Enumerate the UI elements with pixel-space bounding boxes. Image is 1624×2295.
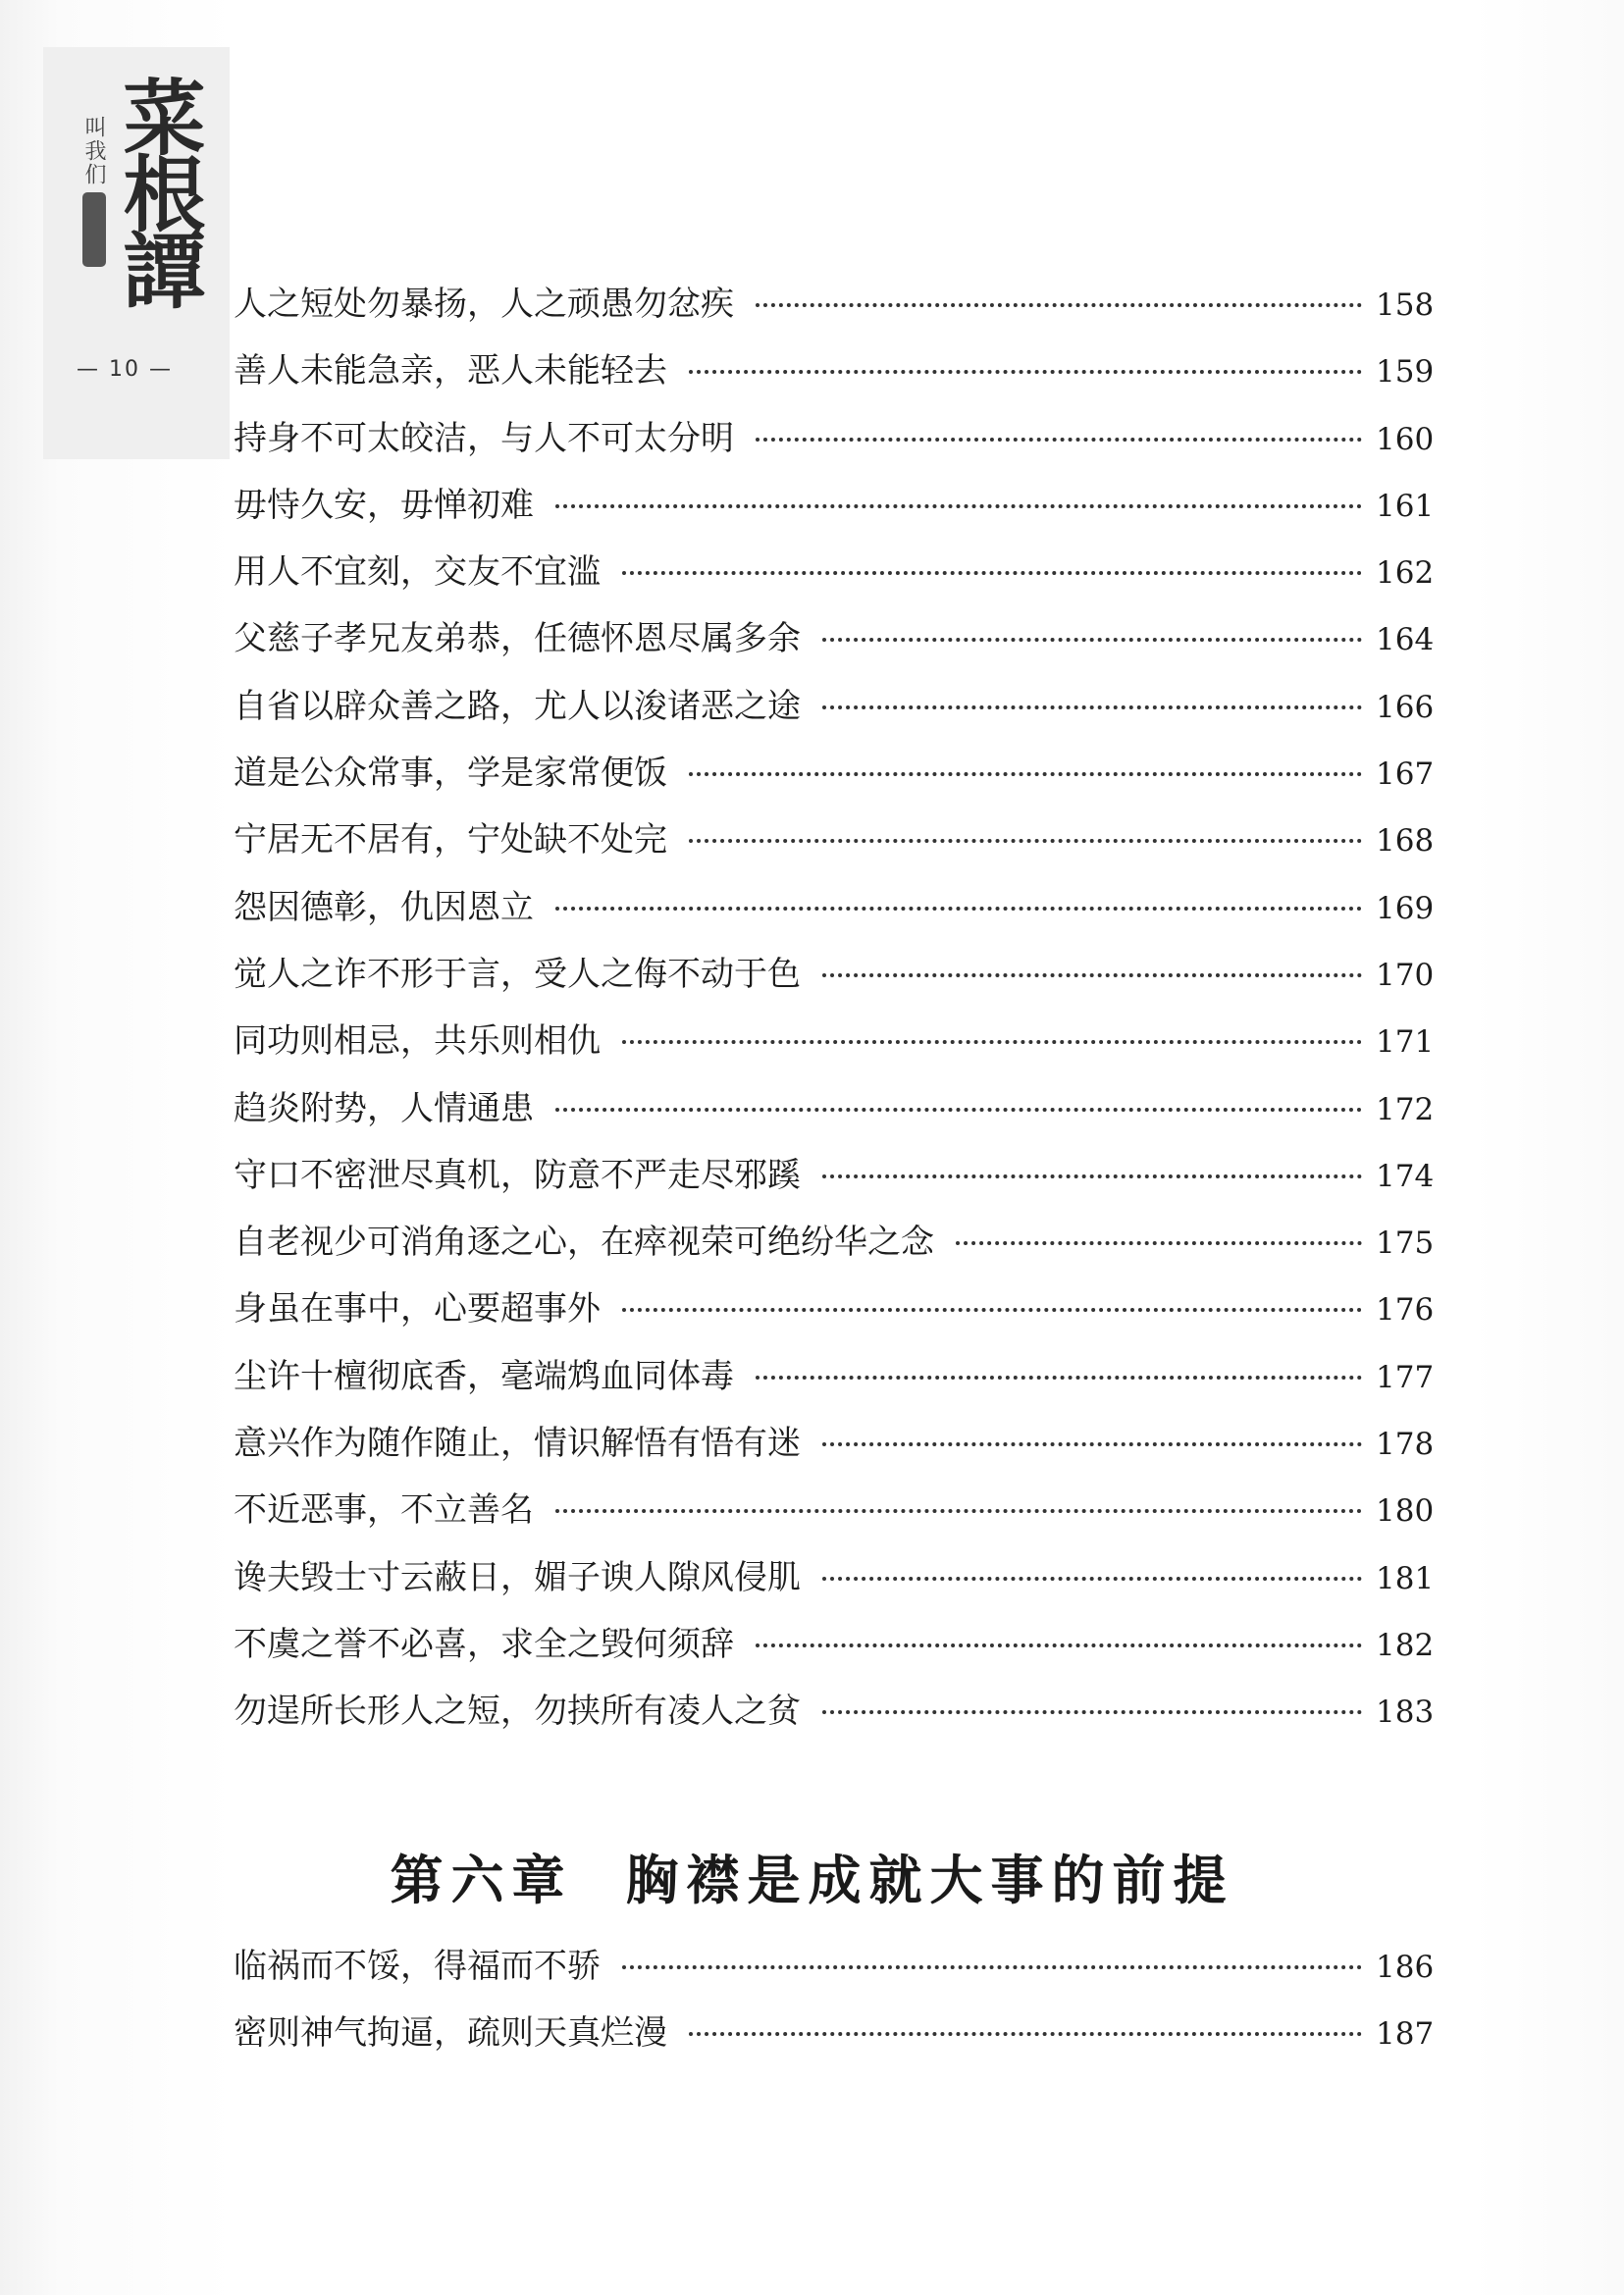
toc-entry-page: 160 [1376, 421, 1435, 457]
toc-entry [234, 746, 1433, 812]
dot-leader [622, 571, 1362, 575]
toc-entry-page: 176 [1376, 1292, 1435, 1329]
dot-leader [689, 370, 1362, 374]
dot-leader [555, 1509, 1362, 1513]
page-number: — 10 — [77, 357, 173, 382]
toc-entry-title: 毋恃久安，毋惮初难 [234, 485, 534, 525]
toc-entry-title: 自省以辟众善之路，尤人以浚诸恶之途 [234, 686, 801, 726]
seal-stamp [82, 192, 106, 267]
toc-entry [234, 478, 1433, 545]
toc-entry-title: 觉人之诈不形于言，受人之侮不动于色 [234, 954, 801, 994]
toc-entry-page: 177 [1376, 1359, 1435, 1395]
dot-leader [555, 907, 1362, 911]
chapter-number: 第六章 [390, 1849, 573, 1911]
toc-entry-page: 183 [1376, 1695, 1435, 1731]
dot-leader [756, 1643, 1362, 1647]
toc-list-section-1 [234, 277, 1433, 1751]
dot-leader [756, 303, 1362, 307]
chapter-heading [0, 1839, 1624, 1914]
toc-entry-title: 守口不密泄尽真机，防意不严走尽邪蹊 [234, 1155, 801, 1195]
toc-entry [234, 679, 1433, 746]
toc-entry-page: 175 [1376, 1226, 1435, 1262]
toc-entry-title: 善人未能急亲，恶人未能轻去 [234, 351, 667, 391]
dot-leader [756, 438, 1362, 442]
toc-entry [234, 411, 1433, 478]
toc-entry-page: 168 [1376, 823, 1435, 860]
dot-leader [689, 2032, 1362, 2036]
toc-entry-page: 170 [1376, 957, 1435, 993]
dot-leader [822, 1710, 1362, 1714]
toc-entry [234, 1081, 1433, 1148]
toc-entry-page: 169 [1376, 890, 1435, 926]
toc-entry-title: 勿逞所长形人之短，勿挟所有凌人之贫 [234, 1692, 801, 1732]
dot-leader [555, 1108, 1362, 1112]
toc-entry [234, 1215, 1433, 1281]
toc-entry [234, 1939, 1433, 2006]
dot-leader [822, 973, 1362, 977]
toc-entry [234, 1349, 1433, 1416]
toc-entry-title: 持身不可太皎洁，与人不可太分明 [234, 418, 734, 458]
toc-entry-title: 不近恶事，不立善名 [234, 1490, 534, 1531]
dot-leader [822, 638, 1362, 642]
toc-entry-page: 180 [1376, 1493, 1435, 1530]
book-title-logo: 菜根譚 [110, 75, 207, 304]
toc-entry-page: 161 [1376, 488, 1435, 524]
dot-leader [822, 1442, 1362, 1446]
toc-entry-page: 186 [1376, 1950, 1435, 1985]
toc-entry-title: 同功则相忌，共乐则相仇 [234, 1021, 601, 1062]
toc-entry [234, 1148, 1433, 1215]
toc-entry [234, 812, 1433, 879]
dot-leader [822, 1577, 1362, 1581]
dot-leader [622, 1040, 1362, 1044]
toc-entry-page: 162 [1376, 555, 1435, 592]
toc-entry-title: 尘许十檀彻底香，毫端鸩血同体毒 [234, 1356, 734, 1396]
toc-entry [234, 1550, 1433, 1617]
toc-entry-title: 不虞之誉不必喜，求全之毁何须辞 [234, 1624, 734, 1664]
dot-leader [822, 705, 1362, 709]
dot-leader [689, 839, 1362, 843]
dot-leader [622, 1965, 1362, 1969]
toc-entry-page: 171 [1376, 1024, 1435, 1061]
toc-list-section-2 [234, 1939, 1433, 2073]
toc-entry [234, 611, 1433, 678]
toc-entry [234, 2006, 1433, 2072]
toc-entry-title: 自老视少可消角逐之心，在瘁视荣可绝纷华之念 [234, 1223, 934, 1263]
toc-entry-title: 临祸而不馁，得福而不骄 [234, 1947, 601, 1986]
toc-entry [234, 947, 1433, 1014]
dot-leader [822, 1174, 1362, 1178]
toc-entry [234, 880, 1433, 947]
toc-entry-title: 用人不宜刻，交友不宜滥 [234, 552, 601, 593]
toc-entry-page: 178 [1376, 1427, 1435, 1463]
dot-leader [956, 1241, 1362, 1245]
toc-entry-title: 谗夫毁士寸云蔽日，媚子谀人隙风侵肌 [234, 1557, 801, 1597]
toc-entry-page: 187 [1376, 2016, 1435, 2053]
toc-entry [234, 343, 1433, 410]
toc-entry [234, 1281, 1433, 1348]
toc-entry-page: 182 [1376, 1627, 1435, 1663]
toc-entry-page: 158 [1376, 287, 1435, 323]
dot-leader [622, 1308, 1362, 1312]
dot-leader [756, 1376, 1362, 1380]
toc-entry-title: 人之短处勿暴扬，人之顽愚勿忿疾 [234, 285, 734, 324]
toc-entry-page: 167 [1376, 756, 1435, 793]
toc-entry-page: 172 [1376, 1091, 1435, 1127]
dot-leader [689, 772, 1362, 776]
toc-entry [234, 277, 1433, 343]
toc-entry-page: 174 [1376, 1158, 1435, 1194]
toc-entry-page: 166 [1376, 689, 1435, 725]
series-label: 叫我们 [81, 116, 106, 186]
toc-entry-title: 趋炎附势，人情通患 [234, 1088, 534, 1128]
toc-entry [234, 1684, 1433, 1750]
toc-entry [234, 1014, 1433, 1080]
toc-entry-title: 道是公众常事，学是家常便饭 [234, 754, 667, 794]
toc-entry-title: 意兴作为随作随止，情识解悟有悟有迷 [234, 1424, 801, 1464]
toc-entry [234, 1617, 1433, 1684]
toc-entry-title: 怨因德彰，仇因恩立 [234, 887, 534, 927]
toc-entry-title: 密则神气拘逼，疏则天真烂漫 [234, 2013, 667, 2054]
toc-entry-page: 159 [1376, 354, 1435, 391]
toc-entry [234, 545, 1433, 611]
dot-leader [555, 504, 1362, 508]
toc-entry [234, 1483, 1433, 1549]
toc-entry [234, 1416, 1433, 1483]
chapter-title: 胸襟是成就大事的前提 [625, 1849, 1234, 1911]
toc-entry-title: 父慈子孝兄友弟恭，任德怀恩尽属多余 [234, 619, 801, 659]
toc-entry-title: 身虽在事中，心要超事外 [234, 1289, 601, 1330]
toc-entry-page: 164 [1376, 622, 1435, 658]
toc-entry-title: 宁居无不居有，宁处缺不处完 [234, 820, 667, 861]
toc-entry-page: 181 [1376, 1560, 1435, 1596]
